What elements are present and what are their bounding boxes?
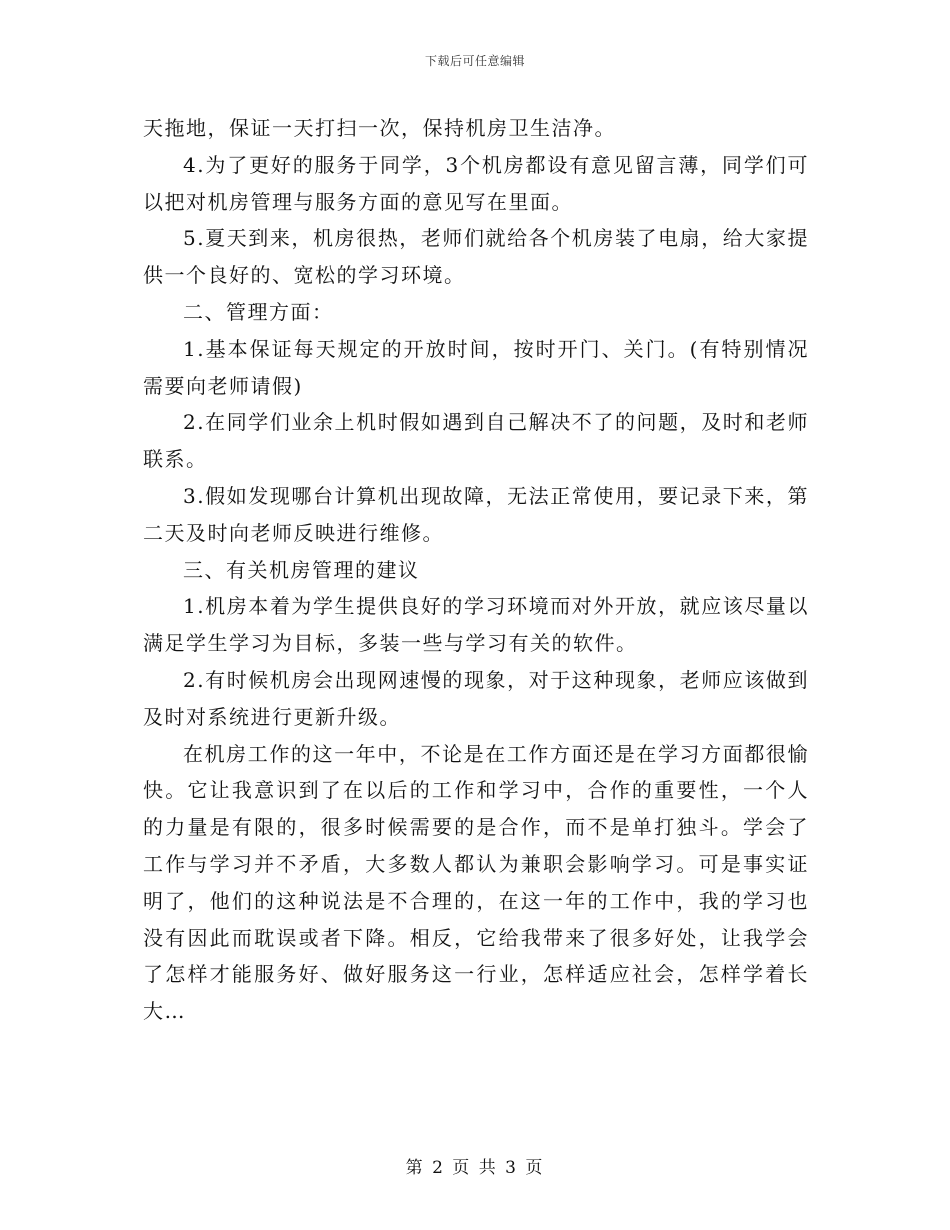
page-header: 下载后可任意编辑 [424,54,525,68]
document-body [143,110,809,1030]
paragraph-item-5: 5.夏天到来，机房很热，老师们就给各个机房装了电扇，给大家提供一个良好的、宽松的学习环境。 [143,226,809,288]
paragraph-management-1: 1.基本保证每天规定的开放时间，按时开门、关门。(有特别情况需要向老师请假) [143,336,809,398]
paragraph-continuation: 天拖地，保证一天打扫一次，保持机房卫生洁净。 [143,116,616,140]
paragraph-suggestion-1: 1.机房本着为学生提供良好的学习环境而对外开放，就应该尽量以满足学生学习为目标，多装一些与学习有关的软件。 [143,594,809,656]
paragraph-management-3: 3.假如发现哪台计算机出现故障，无法正常使用，要记录下来，第二天及时向老师反映进行维修。 [143,483,809,545]
page-number: 第 2 页 共 3 页 [405,1158,545,1178]
section-heading-suggestions: 三、有关机房管理的建议 [183,557,420,582]
paragraph-suggestion-2: 2.有时候机房会出现网速慢的现象，对于这种现象，老师应该做到及时对系统进行更新升级。 [143,667,809,729]
paragraph-conclusion: 在机房工作的这一年中，不论是在工作方面还是在学习方面都很愉快。它让我意识到了在以后的工作和学习中，合作的重要性，一个人的力量是有限的，很多时候需要的是合作，而不是单打独斗。学会了工作与学习并不矛盾，大多数人都认为兼职会影响学习。可是事实证明了，他们的这种说法是不合理的，在这一年的工作中，我的学习也没有因此而耽误或者下降。相反，它给我带来了很多好处，让我学会了怎样才能服务好、做好服务这一行业，怎样适应社会，怎样学着长大… [143,741,809,1024]
paragraph-item-4: 4.为了更好的服务于同学，3个机房都设有意见留言薄，同学们可以把对机房管理与服务方面的意见写在里面。 [143,152,809,214]
paragraph-management-2: 2.在同学们业余上机时假如遇到自己解决不了的问题，及时和老师联系。 [143,410,809,472]
section-heading-management: 二、管理方面： [183,299,334,324]
